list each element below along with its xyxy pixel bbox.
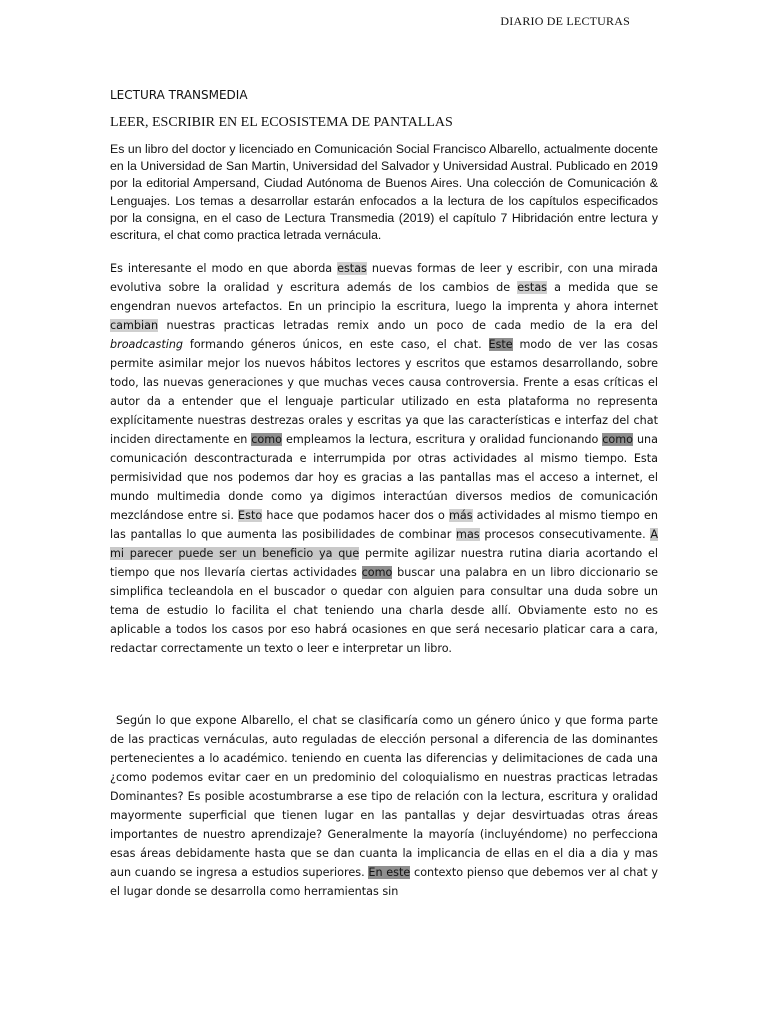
text-run: Es interesante el modo en que aborda	[110, 262, 338, 275]
text-run: modo de ver las cosas permite asimilar mejor los nuevos hábitos lectores y escritos que estamos desarrollando, sobre todo, las nuevas generaciones y que muchas veces causa controversia. Frente a esas críticas el autor da a entender que el lenguaje particular utilizado en esta plataforma no representa explícitamente nuestras destrezas orales y escritas ya que las características e interfaz del chat inciden directamente en	[110, 338, 659, 446]
document-title: LECTURA TRANSMEDIA	[110, 88, 248, 102]
text-run: contexto pienso que debemos ver al chat y el lugar donde se desarrolla como herramientas sin	[110, 866, 658, 898]
text-run: procesos consecutivamente.	[479, 528, 651, 541]
italic-term: broadcasting	[110, 338, 184, 351]
highlight-word: como	[361, 566, 393, 579]
highlight-phrase: A mi parecer puede ser un beneficio ya que	[110, 528, 658, 560]
text-run: actividades al mismo tiempo en las pantallas lo que aumenta las posibilidades de combinar	[110, 509, 658, 541]
highlight-word: como	[602, 433, 634, 446]
text-run: nuestras practicas letradas remix ando un poco de cada medio de la era del	[158, 319, 658, 332]
body-paragraph-2	[110, 711, 658, 901]
text-run: una comunicación descontracturada e interrumpida por otras actividades al mismo tiempo. Esta permisividad que nos podemos dar hoy es gracias a las pantallas mas el acceso a internet, el mundo multimedia donde como ya digimos interactúan diversos medios de comunicación mezclándose entre si.	[110, 433, 658, 522]
highlight-word: como	[251, 433, 283, 446]
body-paragraph-1	[110, 259, 658, 658]
text-run: a medida que se engendran nuevos artefactos. En un principio la escritura, luego la imprenta y ahora internet	[110, 281, 658, 313]
highlight-word: Esto	[238, 509, 263, 522]
highlight-word: estas	[517, 281, 548, 294]
running-header: DIARIO DE LECTURAS	[500, 14, 630, 28]
text-run: Según lo que expone Albarello, el chat se clasificaría como un género único y que forma parte de las practicas vernáculas, auto reguladas de elección personal a diferencia de las dominantes pertenecientes a lo académico. teniendo en cuenta las diferencias y delimitaciones de cada una ¿como podemos evitar caer en un predominio del coloquialismo en nuestras practicas letradas Dominantes? Es posible acostumbrarse a ese tipo de relación con la lectura, escritura y oralidad mayormente superficial que tienen lugar en las pantallas y dejar desvirtuadas otras áreas importantes de nuestro aprendizaje? Generalmente la mayoría (incluyéndome) no perfecciona esas áreas debidamente hasta que se dan cuanta la implicancia de ellas en el dia a dia y mas aun cuando se ingresa a estudios superiores.	[110, 714, 658, 879]
text-run: formando géneros únicos, en este caso, el chat.	[183, 338, 489, 351]
highlight-word: estas	[337, 262, 367, 275]
highlight-word: mas	[456, 528, 480, 541]
highlight-word: En este	[368, 866, 411, 879]
text-run: hace que podamos hacer dos o	[262, 509, 449, 522]
highlight-word: cambian	[110, 319, 159, 332]
text-run: nuevas formas de leer y escribir, con una mirada evolutiva sobre la oralidad y escritura además de los cambios de	[110, 262, 658, 294]
highlight-word: más	[448, 509, 473, 522]
text-run: permite agilizar nuestra rutina diaria acortando el tiempo que nos llevaría ciertas actividades	[110, 547, 658, 579]
document-subtitle: LEER, ESCRIBIR EN EL ECOSISTEMA DE PANTALLAS	[110, 115, 453, 130]
text-run: empleamos la lectura, escritura y oralidad funcionando	[282, 433, 603, 446]
intro-paragraph: Es un libro del doctor y licenciado en Comunicación Social Francisco Albarello, actualmente docente en la Universidad de San Martin, Universidad del Salvador y Universidad Austral. Publicado en 2019 por la editorial Ampersand, Ciudad Autónoma de Buenos Aires. Una colección de Comunicación & Lenguajes. Los temas a desarrollar estarán enfocados a la lectura de los capítulos especificados por la consigna, en el caso de Lectura Transmedia (2019) el capítulo 7 Hibridación entre lectura y escritura, el chat como practica letrada vernácula.	[110, 142, 658, 243]
text-run: buscar una palabra en un libro diccionario se simplifica tecleandola en el buscador o quedar con alguien para consultar una duda sobre un tema de estudio lo facilita el chat teniendo una charla desde allí. Obviamente esto no es aplicable a todos los casos por eso habrá ocasiones en que será necesario platicar cara a cara, redactar correctamente un texto o leer e interpretar un libro.	[110, 566, 658, 655]
highlight-word: Este	[488, 338, 513, 351]
